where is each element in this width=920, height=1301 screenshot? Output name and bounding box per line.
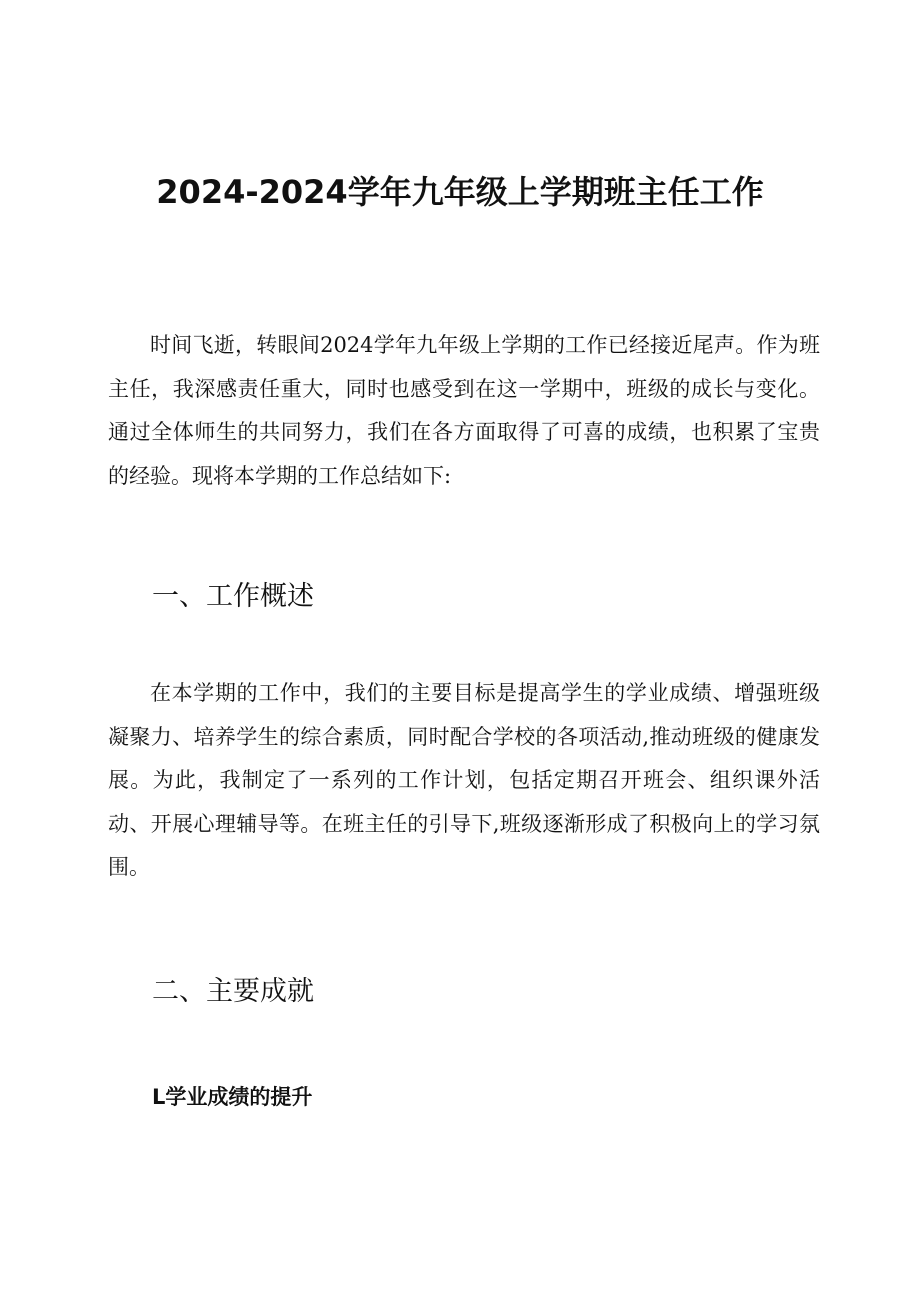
subheading-academic-improvement: L学业成绩的提升 [152,1085,313,1109]
section-heading-achievements: 二、主要成就 [152,976,314,1007]
overview-paragraph: 在本学期的工作中，我们的主要目标是提高学生的学业成绩、增强班级凝聚力、培养学生的综合素质，同时配合学校的各项活动,推动班级的健康发展。为此，我制定了一系列的工作计划，包括定期召开班会、组织课外活动、开展心理辅导等。在班主任的引导下,班级逐渐形成了积极向上的学习氛围。 [108,681,820,879]
section-heading-overview: 一、工作概述 [152,581,314,612]
intro-paragraph: 时间飞逝，转眼间2024学年九年级上学期的工作已经接近尾声。作为班主任，我深感责任重大，同时也感受到在这一学期中，班级的成长与变化。通过全体师生的共同努力，我们在各方面取得了可喜的成绩，也积累了宝贵的经验。现将本学期的工作总结如下: [108,333,820,488]
document-title: 2024-2024学年九年级上学期班主任工作 [156,173,764,211]
